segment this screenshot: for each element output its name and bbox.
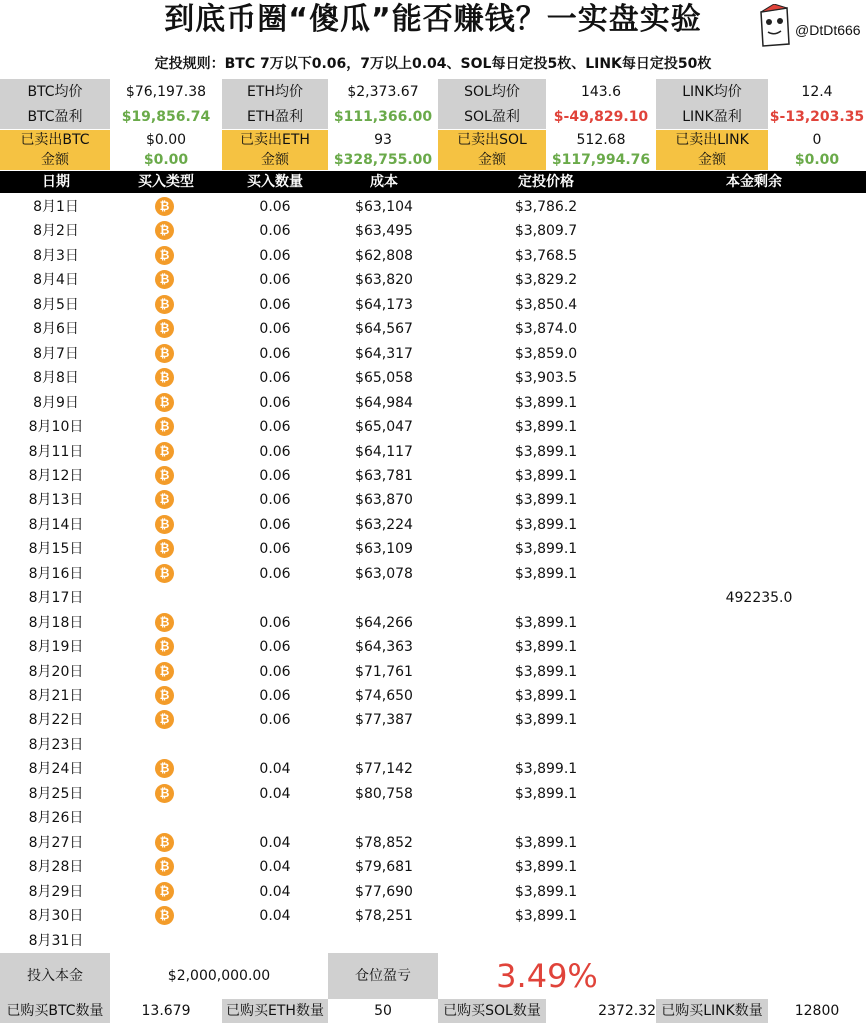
- cell-quantity: 0.04: [259, 785, 291, 802]
- cell-cost: $78,251: [355, 908, 413, 925]
- bitcoin-icon: ₿: [155, 857, 174, 876]
- cell-cost: $65,047: [355, 419, 413, 436]
- summary-value-line2: $0.00: [143, 152, 189, 168]
- cell-cost: $77,690: [355, 883, 413, 900]
- summary-value: $-13,203.35: [769, 109, 865, 125]
- summary-label: [0, 130, 110, 170]
- cell-cost: $64,363: [355, 639, 413, 656]
- cell-price: $3,899.1: [514, 614, 578, 631]
- summary-label-line1: 已卖出LINK: [675, 132, 749, 148]
- column-header-date: 日期: [42, 174, 70, 190]
- bitcoin-icon: ₿: [155, 662, 174, 681]
- summary-label: BTC均价: [0, 79, 110, 105]
- bitcoin-icon: ₿: [155, 221, 174, 240]
- cell-date: 8月29日: [28, 883, 84, 900]
- table-row: [0, 293, 866, 317]
- cell-price: $3,899.1: [514, 761, 578, 778]
- cell-cost: $63,224: [355, 516, 413, 533]
- summary-value: [768, 130, 866, 170]
- summary-value-line2: $117,994.76: [551, 152, 651, 168]
- cell-quantity: 0.06: [259, 199, 291, 215]
- summary-value: $76,197.38: [125, 84, 207, 100]
- summary-value: [546, 130, 656, 170]
- table-row: [0, 880, 866, 904]
- table-row: [0, 831, 866, 855]
- cell-quantity: 0.04: [259, 761, 291, 778]
- summary-value: $19,856.74: [121, 109, 211, 125]
- cell-date: 8月9日: [33, 394, 79, 411]
- bitcoin-icon: ₿: [155, 637, 174, 656]
- bitcoin-icon: ₿: [155, 515, 174, 534]
- cell-cost: $64,984: [355, 394, 413, 411]
- summary-value: $-49,829.10: [553, 109, 649, 125]
- holding-label: 已购买SOL数量: [438, 999, 546, 1023]
- cell-cost: $78,852: [355, 834, 413, 851]
- summary-value: 12.4: [801, 84, 833, 100]
- cell-date: 8月14日: [28, 516, 84, 533]
- column-header-quantity: 买入数量: [247, 174, 303, 190]
- cell-price: $3,899.1: [514, 516, 578, 533]
- cell-quantity: 0.06: [259, 516, 291, 533]
- summary-label: BTC盈利: [0, 105, 110, 129]
- column-header-cost: 成本: [370, 174, 398, 190]
- table-row: [0, 904, 866, 928]
- bitcoin-icon: ₿: [155, 197, 174, 216]
- cell-price: $3,899.1: [514, 834, 578, 851]
- pnl-label: 仓位盈亏: [328, 953, 438, 999]
- bitcoin-icon: ₿: [155, 417, 174, 436]
- table-row: [0, 562, 866, 586]
- table-row: [0, 268, 866, 292]
- summary-label: ETH均价: [222, 79, 328, 105]
- cell-cost: $77,142: [355, 761, 413, 778]
- cell-date: 8月28日: [28, 859, 84, 876]
- page-title: 到底币圈“傻瓜”能否赚钱？一实盘实验: [164, 2, 702, 37]
- table-row: [0, 488, 866, 512]
- cell-price: $3,768.5: [514, 247, 578, 264]
- summary-label-line2: 金额: [41, 152, 69, 168]
- summary-value: $2,373.67: [347, 84, 419, 100]
- cell-price: $3,899.1: [514, 394, 578, 411]
- cell-quantity: 0.06: [259, 296, 291, 313]
- cell-price: $3,899.1: [514, 541, 578, 558]
- summary-row-profit: [0, 105, 866, 129]
- column-header-price: 定投价格: [518, 174, 574, 190]
- table-row: [0, 415, 866, 439]
- cell-date: 8月6日: [33, 321, 79, 338]
- bitcoin-icon: ₿: [155, 295, 174, 314]
- table-row: [0, 244, 866, 268]
- avatar[interactable]: [757, 4, 791, 48]
- table-row: [0, 366, 866, 390]
- cell-price: $3,899.1: [514, 443, 578, 460]
- cell-date: 8月4日: [33, 272, 79, 289]
- cell-date: 8月2日: [33, 223, 79, 240]
- holding-value: 50: [374, 1003, 392, 1019]
- cell-cost: $63,109: [355, 541, 413, 558]
- cell-date: 8月3日: [33, 247, 79, 264]
- cell-date: 8月31日: [28, 932, 84, 949]
- cell-cost: $79,681: [355, 859, 413, 876]
- cell-quantity: 0.06: [259, 663, 291, 680]
- cell-date: 8月27日: [28, 834, 84, 851]
- cell-price: $3,899.1: [514, 663, 578, 680]
- cell-date: 8月26日: [28, 810, 84, 827]
- cell-quantity: 0.06: [259, 345, 291, 362]
- summary-value: 143.6: [580, 84, 622, 100]
- holding-value: 13.679: [141, 1003, 191, 1019]
- summary-label-line2: 金额: [261, 152, 289, 168]
- holding-label: 已购买LINK数量: [656, 999, 768, 1023]
- table-header: [0, 171, 866, 193]
- cell-date: 8月8日: [33, 370, 79, 387]
- cell-price: $3,899.1: [514, 419, 578, 436]
- table-row: [0, 684, 866, 708]
- table-row: [0, 317, 866, 341]
- cell-price: $3,899.1: [514, 565, 578, 582]
- cell-price: $3,899.1: [514, 785, 578, 802]
- bitcoin-icon: ₿: [155, 906, 174, 925]
- cell-date: 8月17日: [28, 590, 84, 607]
- holding-label: 已购买BTC数量: [0, 999, 110, 1023]
- summary-label: LINK均价: [656, 79, 768, 105]
- cell-price: $3,859.0: [514, 345, 578, 362]
- cell-cost: $64,173: [355, 296, 413, 313]
- cell-quantity: 0.06: [259, 272, 291, 289]
- cell-quantity: 0.06: [259, 370, 291, 387]
- cell-date: 8月22日: [28, 712, 84, 729]
- cell-quantity: 0.06: [259, 223, 291, 240]
- table-row: [0, 635, 866, 659]
- table-row: [0, 391, 866, 415]
- bitcoin-icon: ₿: [155, 270, 174, 289]
- cell-cost: $63,078: [355, 565, 413, 582]
- cell-cost: $63,104: [355, 199, 413, 215]
- bitcoin-icon: ₿: [155, 784, 174, 803]
- summary-label: [656, 130, 768, 170]
- cell-price: $3,899.1: [514, 639, 578, 656]
- cell-date: 8月12日: [28, 467, 84, 484]
- table-row: [0, 537, 866, 561]
- summary-label: SOL均价: [438, 79, 546, 105]
- column-header-type: 买入类型: [138, 174, 194, 190]
- summary-value-line1: 512.68: [576, 132, 626, 148]
- principal-value: $2,000,000.00: [167, 968, 271, 984]
- table-row: [0, 929, 866, 953]
- cell-price: $3,874.0: [514, 321, 578, 338]
- table-row: [0, 513, 866, 537]
- cell-price: $3,829.2: [514, 272, 578, 289]
- cell-quantity: 0.06: [259, 321, 291, 338]
- table-row: [0, 464, 866, 488]
- summary-row-avg-price: [0, 79, 866, 105]
- bitcoin-icon: ₿: [155, 539, 174, 558]
- cell-price: $3,786.2: [514, 199, 578, 215]
- cell-cost: $63,870: [355, 492, 413, 509]
- table-row: [0, 782, 866, 806]
- cell-date: 8月24日: [28, 761, 84, 778]
- table-row: [0, 586, 866, 610]
- holding-value: 2372.32: [598, 1003, 656, 1019]
- cell-cost: $64,117: [355, 443, 413, 460]
- cell-cost: $64,317: [355, 345, 413, 362]
- bitcoin-icon: ₿: [155, 686, 174, 705]
- bitcoin-icon: ₿: [155, 368, 174, 387]
- column-header-remaining: 本金剩余: [726, 174, 782, 190]
- cell-date: 8月18日: [28, 614, 84, 631]
- table-row: [0, 806, 866, 830]
- cell-quantity: 0.06: [259, 394, 291, 411]
- cell-cost: $77,387: [355, 712, 413, 729]
- table-row: [0, 219, 866, 243]
- bitcoin-icon: ₿: [155, 466, 174, 485]
- table-row: [0, 660, 866, 684]
- cell-price: $3,899.1: [514, 883, 578, 900]
- summary-label-line1: 已卖出ETH: [240, 132, 310, 148]
- cell-date: 8月5日: [33, 296, 79, 313]
- cell-date: 8月25日: [28, 785, 84, 802]
- footer-summary: [0, 953, 866, 1024]
- cell-quantity: 0.06: [259, 419, 291, 436]
- summary-value: [110, 130, 222, 170]
- summary-label-line2: 金额: [698, 152, 726, 168]
- cell-quantity: 0.06: [259, 712, 291, 729]
- table-row: [0, 440, 866, 464]
- cell-quantity: 0.06: [259, 247, 291, 264]
- cell-price: $3,899.1: [514, 859, 578, 876]
- summary-value: [328, 130, 438, 170]
- cell-quantity: 0.06: [259, 443, 291, 460]
- cell-date: 8月13日: [28, 492, 84, 509]
- bitcoin-icon: ₿: [155, 833, 174, 852]
- bitcoin-icon: ₿: [155, 344, 174, 363]
- summary-value-line2: $328,755.00: [333, 152, 433, 168]
- principal-label: 投入本金: [0, 953, 110, 999]
- table-row: [0, 855, 866, 879]
- cell-date: 8月19日: [28, 639, 84, 656]
- summary-value: $111,366.00: [333, 109, 433, 125]
- summary-row-sold: [0, 130, 866, 170]
- cell-date: 8月23日: [28, 736, 84, 753]
- summary-label: SOL盈利: [438, 105, 546, 129]
- cell-quantity: 0.06: [259, 467, 291, 484]
- cell-cost: $64,266: [355, 614, 413, 631]
- cell-price: $3,899.1: [514, 467, 578, 484]
- cell-price: $3,899.1: [514, 492, 578, 509]
- table-row: [0, 342, 866, 366]
- summary-label: ETH盈利: [222, 105, 328, 129]
- bitcoin-icon: ₿: [155, 882, 174, 901]
- cell-date: 8月30日: [28, 908, 84, 925]
- cell-cost: $64,567: [355, 321, 413, 338]
- cell-date: 8月20日: [28, 663, 84, 680]
- cell-price: $3,899.1: [514, 908, 578, 925]
- holding-value: 12800: [794, 1003, 840, 1019]
- cell-cost: $63,495: [355, 223, 413, 240]
- cell-quantity: 0.04: [259, 834, 291, 851]
- cell-quantity: 0.06: [259, 565, 291, 582]
- table-row: [0, 708, 866, 732]
- bitcoin-icon: ₿: [155, 393, 174, 412]
- cell-quantity: 0.04: [259, 908, 291, 925]
- table-row: [0, 733, 866, 757]
- summary-label-line2: 金额: [478, 152, 506, 168]
- bitcoin-icon: ₿: [155, 564, 174, 583]
- cell-price: $3,899.1: [514, 712, 578, 729]
- cell-price: $3,903.5: [514, 370, 578, 387]
- summary-value-line1: 93: [374, 132, 392, 148]
- pnl-value: 3.49%: [496, 957, 598, 995]
- bitcoin-icon: ₿: [155, 710, 174, 729]
- summary-label-line1: 已卖出SOL: [457, 132, 527, 148]
- cell-price: $3,850.4: [514, 296, 578, 313]
- summary-value-line1: $0.00: [145, 132, 187, 148]
- cell-quantity: 0.06: [259, 639, 291, 656]
- cell-quantity: 0.04: [259, 883, 291, 900]
- table-row: [0, 757, 866, 781]
- holding-label: 已购买ETH数量: [222, 999, 328, 1023]
- cell-quantity: 0.06: [259, 688, 291, 704]
- cell-cost: $74,650: [355, 688, 413, 704]
- cell-quantity: 0.06: [259, 541, 291, 558]
- bitcoin-icon: ₿: [155, 442, 174, 461]
- summary-label-line1: 已卖出BTC: [20, 132, 90, 148]
- cell-date: 8月7日: [33, 345, 79, 362]
- cell-cost: $71,761: [355, 663, 413, 680]
- cell-quantity: 0.06: [259, 492, 291, 509]
- cell-price: $3,809.7: [514, 223, 578, 240]
- bitcoin-icon: ₿: [155, 613, 174, 632]
- table-row: [0, 611, 866, 635]
- bitcoin-icon: ₿: [155, 246, 174, 265]
- summary-label: [222, 130, 328, 170]
- bitcoin-icon: ₿: [155, 319, 174, 338]
- cell-quantity: 0.04: [259, 859, 291, 876]
- bitcoin-icon: ₿: [155, 490, 174, 509]
- cell-date: 8月10日: [28, 419, 84, 436]
- summary-label: [438, 130, 546, 170]
- author-handle[interactable]: @DtDt666: [795, 22, 861, 38]
- cell-date: 8月15日: [28, 541, 84, 558]
- summary-value-line1: 0: [812, 132, 822, 148]
- cell-cost: $65,058: [355, 370, 413, 387]
- cell-cost: $62,808: [355, 247, 413, 264]
- bitcoin-icon: ₿: [155, 759, 174, 778]
- cell-price: $3,899.1: [514, 688, 578, 704]
- cell-date: 8月1日: [33, 199, 79, 215]
- subtitle-rules: 定投规则：BTC 7万以下0.06，7万以上0.04、SOL每日定投5枚、LINK每日定投50枚: [154, 56, 712, 72]
- cell-date: 8月21日: [28, 688, 84, 704]
- cell-date: 8月11日: [28, 443, 84, 460]
- table-row: [0, 195, 866, 219]
- summary-value-line2: $0.00: [794, 152, 840, 168]
- cell-remaining: 492235.0: [725, 590, 793, 607]
- cell-cost: $63,781: [355, 467, 413, 484]
- cell-quantity: 0.06: [259, 614, 291, 631]
- summary-label: LINK盈利: [656, 105, 768, 129]
- cell-cost: $63,820: [355, 272, 413, 289]
- cell-cost: $80,758: [355, 785, 413, 802]
- cell-date: 8月16日: [28, 565, 84, 582]
